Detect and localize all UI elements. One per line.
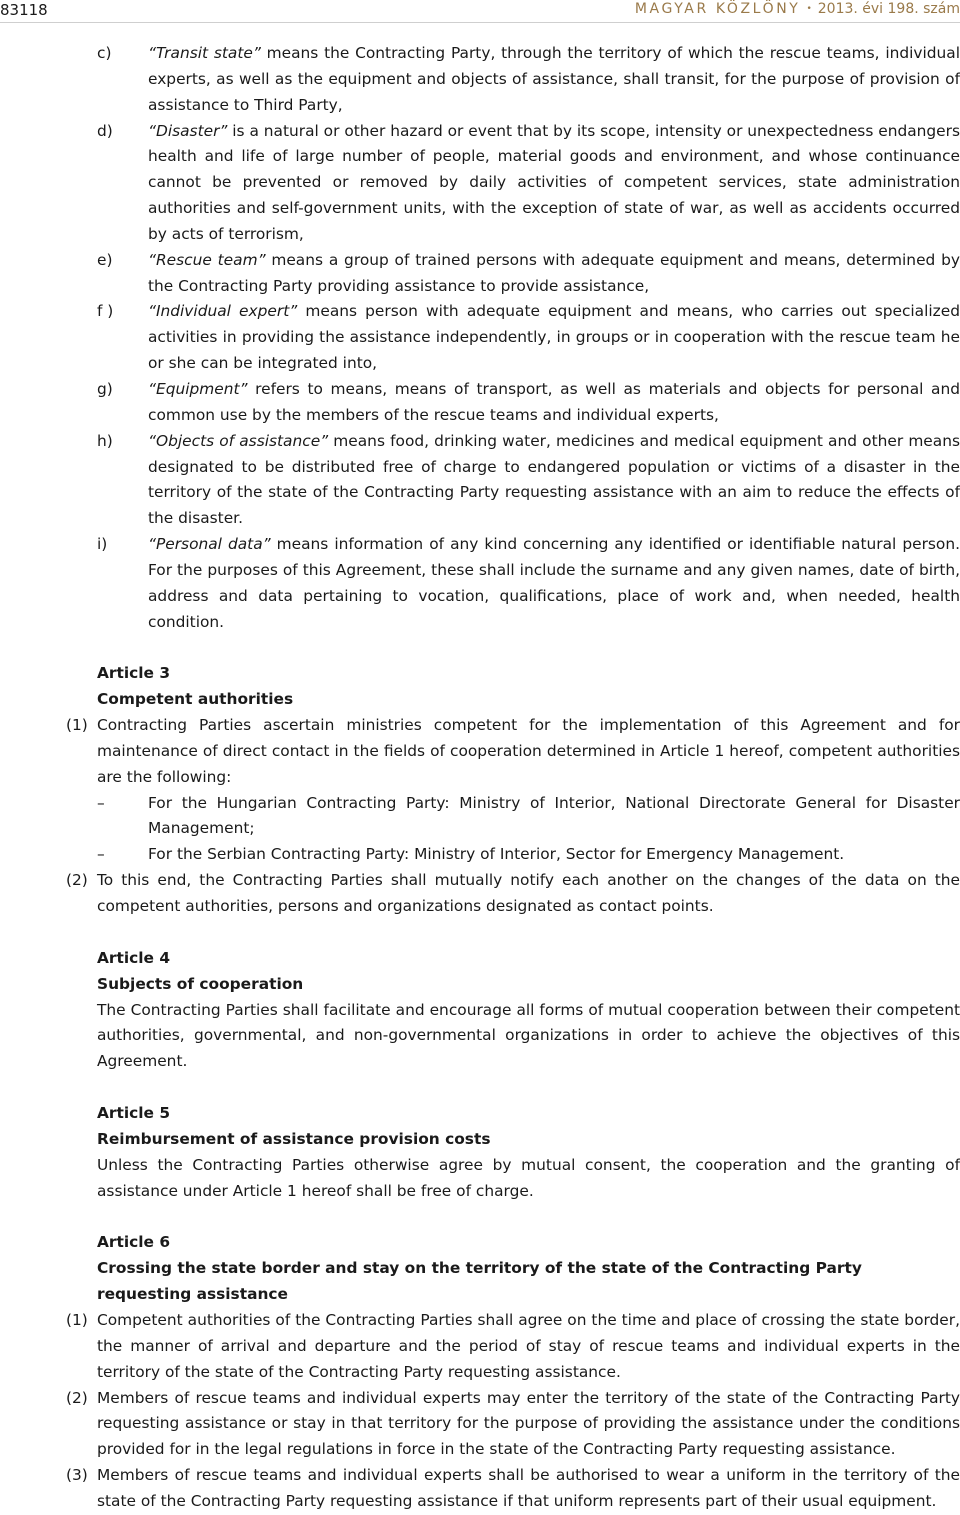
article-6-subheading: Crossing the state border and stay on the territory of the state of the Contracting Party requesting assistance [97, 1259, 862, 1304]
definition-c [0, 41, 960, 119]
article-4-heading: Article 4 [97, 948, 171, 967]
definition-h [0, 429, 960, 532]
definition-label: i) [97, 535, 108, 554]
article-5-subheading: Reimbursement of assistance provision costs [97, 1129, 491, 1148]
article-4-body: The Contracting Parties shall facilitate and encourage all forms of mutual cooperation between their competent authorities, governmental, and non-governmental organizations in order to achieve the objectives of this Agreement. [97, 1000, 960, 1071]
authority-text: For the Serbian Contracting Party: Ministry of Interior, Sector for Emergency Management. [148, 845, 845, 864]
paragraph-text: Contracting Parties ascertain ministries competent for the implementation of this Agreement and for maintenance of direct contact in the fields of cooperation determined in Article 1 hereof, competent authorities are the following: [97, 716, 960, 786]
definition-label: e) [97, 250, 113, 269]
definition-text: means person with adequate equipment and means, who carries out specialized activities in providing the assistance independently, in groups or in cooperation with the rescue team he or she can be integrated into, [148, 302, 960, 373]
definition-text: is a natural or other hazard or event that by its scope, intensity or unexpectedness endangers health and life of large number of people, material goods and environment, and whose continuance cannot be prevented or removed by daily activities of competent services, state administration authorities and self-government units, with the exception of state of war, as well as accidents occurred by acts of terrorism, [148, 121, 960, 243]
article-3-subheading: Competent authorities [97, 690, 294, 709]
paragraph-number: (3) [66, 1466, 88, 1485]
authority-item-hungary [0, 791, 960, 843]
definition-term: “Individual expert” [148, 302, 298, 321]
issue-label: 2013. évi 198. szám [817, 1, 960, 17]
definition-term: “Personal data” [148, 535, 271, 554]
definition-text: means food, drinking water, medicines and medical equipment and other means designated to be distributed free of charge to endangered population or victims of a disaster in the territory of the state of the Contracting Party requesting assistance with an aim to reduce the effects of the disaster. [148, 431, 960, 528]
paragraph-text: Members of rescue teams and individual experts shall be authorised to wear a uniform in the territory of the state of the Contracting Party requesting assistance if that uniform represents part of their usual equipment. [97, 1466, 960, 1510]
paragraph-number: (2) [66, 1388, 88, 1407]
authority-text: For the Hungarian Contracting Party: Ministry of Interior, National Directorate General for Disaster Management; [148, 793, 960, 838]
dash-bullet: – [97, 793, 105, 812]
definition-text: refers to means, means of transport, as well as materials and objects for personal and common use by the members of the rescue teams and individual experts, [148, 379, 960, 424]
paragraph-number: (1) [66, 1310, 88, 1329]
definition-term: “Equipment” [148, 379, 248, 398]
authority-item-serbia [0, 842, 960, 868]
definition-g [0, 377, 960, 429]
page-number: 83118 [0, 1, 48, 19]
article-6-paragraph-1 [0, 1308, 960, 1386]
definition-text: means a group of trained persons with adequate equipment and means, determined by the Contracting Party providing assistance to provide assistance, [148, 250, 960, 295]
article-3-paragraph-1 [0, 713, 960, 791]
dash-bullet: – [97, 845, 105, 864]
article-3-heading: Article 3 [97, 664, 171, 683]
journal-title: MAGYAR KÖZLÖNY [634, 1, 801, 17]
article-5-body: Unless the Contracting Parties otherwise agree by mutual consent, the cooperation and the granting of assistance under Article 1 hereof shall be free of charge. [97, 1155, 960, 1200]
article-5-heading: Article 5 [97, 1104, 171, 1123]
definition-term: “Disaster” [148, 121, 228, 140]
paragraph-text: Members of rescue teams and individual experts may enter the territory of the state of the Contracting Party requesting assistance or stay in that territory for the purpose of providing the assistance under the conditions provided for in the legal regulations in force in the state of the Contracting Party requesting assistance. [97, 1388, 960, 1459]
definition-term: “Transit state” [148, 44, 261, 62]
definition-e [0, 248, 960, 300]
definition-label: f ) [97, 302, 114, 321]
definition-f [0, 299, 960, 377]
paragraph-number: (2) [66, 871, 88, 890]
paragraph-text: To this end, the Contracting Parties shall mutually notify each another on the changes of the data on the competent authorities, persons and organizations designated as contact points. [97, 871, 960, 915]
definition-term: “Objects of assistance” [148, 431, 329, 450]
definition-label: h) [97, 431, 113, 450]
article-6-paragraph-2 [0, 1386, 960, 1464]
running-head [635, 1, 960, 17]
paragraph-text: Competent authorities of the Contracting Parties shall agree on the time and place of crossing the state border, the manner of arrival and departure and the period of stay of rescue teams and individual experts in the territory of the state of the Contracting Party requesting assistance. [97, 1310, 960, 1381]
article-3-paragraph-2 [0, 868, 960, 920]
paragraph-number: (1) [66, 716, 88, 735]
article-6-heading: Article 6 [97, 1233, 171, 1252]
definition-d [0, 119, 960, 248]
definition-label: g) [97, 379, 113, 398]
document-body [0, 41, 960, 1515]
definition-label: d) [97, 121, 113, 140]
article-4-subheading: Subjects of cooperation [97, 974, 304, 993]
definition-text: means information of any kind concerning any identified or identifiable natural person. For the purposes of this Agreement, these shall include the surname and any given names, date of birth, address and data pertaining to vocation, qualifications, place of work and, when needed, health condition. [148, 535, 960, 631]
article-6-paragraph-3 [0, 1463, 960, 1515]
definition-text: means the Contracting Party, through the territory of which the rescue teams, individual experts, as well as the equipment and objects of assistance, shall transit, for the purpose of provision of assistance to Third Party, [148, 44, 960, 114]
definition-term: “Rescue team” [148, 250, 266, 269]
definition-i [0, 532, 960, 635]
separator-dot: • [806, 4, 812, 14]
page-header [0, 0, 960, 23]
definition-label: c) [97, 44, 112, 62]
